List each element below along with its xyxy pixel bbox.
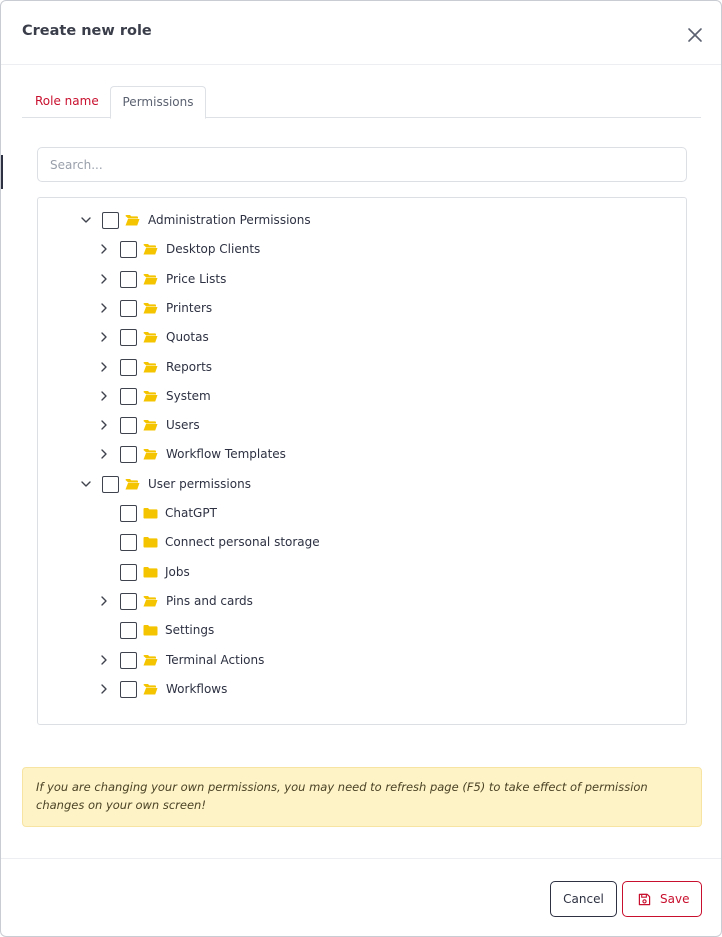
tree-node-label: Printers — [166, 300, 213, 315]
save-button-label: Save — [660, 892, 690, 906]
tree-node-label: Quotas — [166, 330, 209, 345]
tree-node[interactable] — [38, 475, 598, 495]
chevron-right-icon[interactable] — [98, 419, 110, 431]
tree-node[interactable] — [38, 240, 598, 260]
tree-node-label: Price Lists — [166, 271, 227, 286]
tree-checkbox[interactable] — [120, 505, 137, 522]
folder-open-icon — [143, 331, 158, 343]
folder-open-icon — [143, 683, 158, 695]
tree-checkbox[interactable] — [120, 417, 137, 434]
tree-node-label: Jobs — [165, 564, 190, 579]
tree-node-label: Pins and cards — [166, 593, 253, 608]
chevron-right-icon[interactable] — [98, 595, 110, 607]
chevron-right-icon[interactable] — [98, 448, 110, 460]
chevron-down-icon[interactable] — [80, 478, 92, 490]
folder-icon — [143, 566, 158, 578]
dialog-title: Create new role — [22, 23, 152, 39]
folder-open-icon — [143, 448, 158, 460]
folder-open-icon — [143, 419, 158, 431]
folder-open-icon — [125, 478, 140, 490]
chevron-right-icon[interactable] — [98, 390, 110, 402]
tree-node[interactable] — [38, 299, 598, 319]
tree-node-label: Desktop Clients — [166, 242, 261, 257]
dialog-header — [1, 1, 721, 65]
folder-icon — [143, 507, 158, 519]
tree-node[interactable] — [38, 358, 598, 378]
tree-checkbox[interactable] — [120, 622, 137, 639]
tree-node-label: ChatGPT — [165, 506, 217, 520]
tree-node-label: Workflows — [166, 681, 228, 696]
tab-bar — [22, 86, 701, 118]
tree-node-label: Connect personal storage — [165, 535, 320, 550]
tree-checkbox[interactable] — [120, 359, 137, 376]
tree-checkbox[interactable] — [120, 388, 137, 405]
tree-node-label: System — [166, 388, 211, 403]
cancel-button[interactable]: Cancel — [550, 881, 617, 917]
tree-checkbox[interactable] — [120, 329, 137, 346]
tree-node-label: Users — [166, 418, 200, 433]
permissions-tree — [37, 197, 687, 725]
folder-open-icon — [143, 361, 158, 373]
tree-node-label: User permissions — [148, 476, 251, 491]
tree-node[interactable] — [38, 533, 598, 553]
tree-node-label: Terminal Actions — [166, 652, 265, 667]
tab-permissions[interactable]: Permissions — [110, 86, 206, 119]
folder-open-icon — [125, 214, 140, 226]
dialog-footer — [1, 858, 721, 859]
search-input[interactable] — [37, 147, 687, 182]
chevron-right-icon[interactable] — [98, 273, 110, 285]
tree-checkbox[interactable] — [102, 212, 119, 229]
tree-node-label: Administration Permissions — [148, 213, 311, 227]
tree-node[interactable] — [38, 445, 598, 465]
folder-open-icon — [143, 654, 158, 666]
tree-checkbox[interactable] — [120, 593, 137, 610]
chevron-right-icon[interactable] — [98, 331, 110, 343]
chevron-down-icon[interactable] — [80, 214, 92, 226]
save-button[interactable] — [622, 881, 702, 917]
close-icon — [685, 25, 705, 45]
tree-checkbox[interactable] — [120, 241, 137, 258]
tree-node-label: Settings — [165, 623, 215, 638]
chevron-right-icon[interactable] — [98, 361, 110, 373]
folder-icon — [143, 536, 158, 548]
tree-node[interactable] — [38, 563, 598, 583]
tree-checkbox[interactable] — [102, 476, 119, 493]
tree-node[interactable] — [38, 270, 598, 290]
tree-checkbox[interactable] — [120, 446, 137, 463]
tree-node[interactable] — [38, 387, 598, 407]
save-icon — [638, 893, 651, 906]
folder-open-icon — [143, 595, 158, 607]
tree-checkbox[interactable] — [120, 534, 137, 551]
permissions-warning-alert: If you are changing your own permissions, you may need to refresh page (F5) to take effect of permission changes on your own screen! — [22, 767, 702, 827]
chevron-right-icon[interactable] — [98, 683, 110, 695]
tree-node[interactable] — [38, 504, 598, 524]
tree-checkbox[interactable] — [120, 681, 137, 698]
folder-open-icon — [143, 390, 158, 402]
folder-icon — [143, 624, 158, 636]
close-button[interactable] — [685, 25, 705, 45]
tree-checkbox[interactable] — [120, 564, 137, 581]
tree-node[interactable] — [38, 328, 598, 348]
folder-open-icon — [143, 273, 158, 285]
tab-role-name[interactable]: Role name — [35, 94, 99, 108]
chevron-right-icon[interactable] — [98, 654, 110, 666]
folder-open-icon — [143, 243, 158, 255]
tree-node[interactable] — [38, 416, 598, 436]
tree-checkbox[interactable] — [120, 271, 137, 288]
tree-checkbox[interactable] — [120, 300, 137, 317]
tree-node[interactable] — [38, 651, 598, 671]
tree-node-label: Reports — [166, 359, 213, 374]
tree-checkbox[interactable] — [120, 652, 137, 669]
tree-node[interactable] — [38, 621, 598, 641]
tree-node[interactable] — [38, 592, 598, 612]
tree-node-label: Workflow Templates — [166, 447, 286, 462]
chevron-right-icon[interactable] — [98, 302, 110, 314]
tree-node[interactable] — [38, 680, 598, 700]
left-edge-marker — [1, 155, 3, 189]
chevron-right-icon[interactable] — [98, 243, 110, 255]
folder-open-icon — [143, 302, 158, 314]
tree-node[interactable] — [38, 211, 598, 231]
